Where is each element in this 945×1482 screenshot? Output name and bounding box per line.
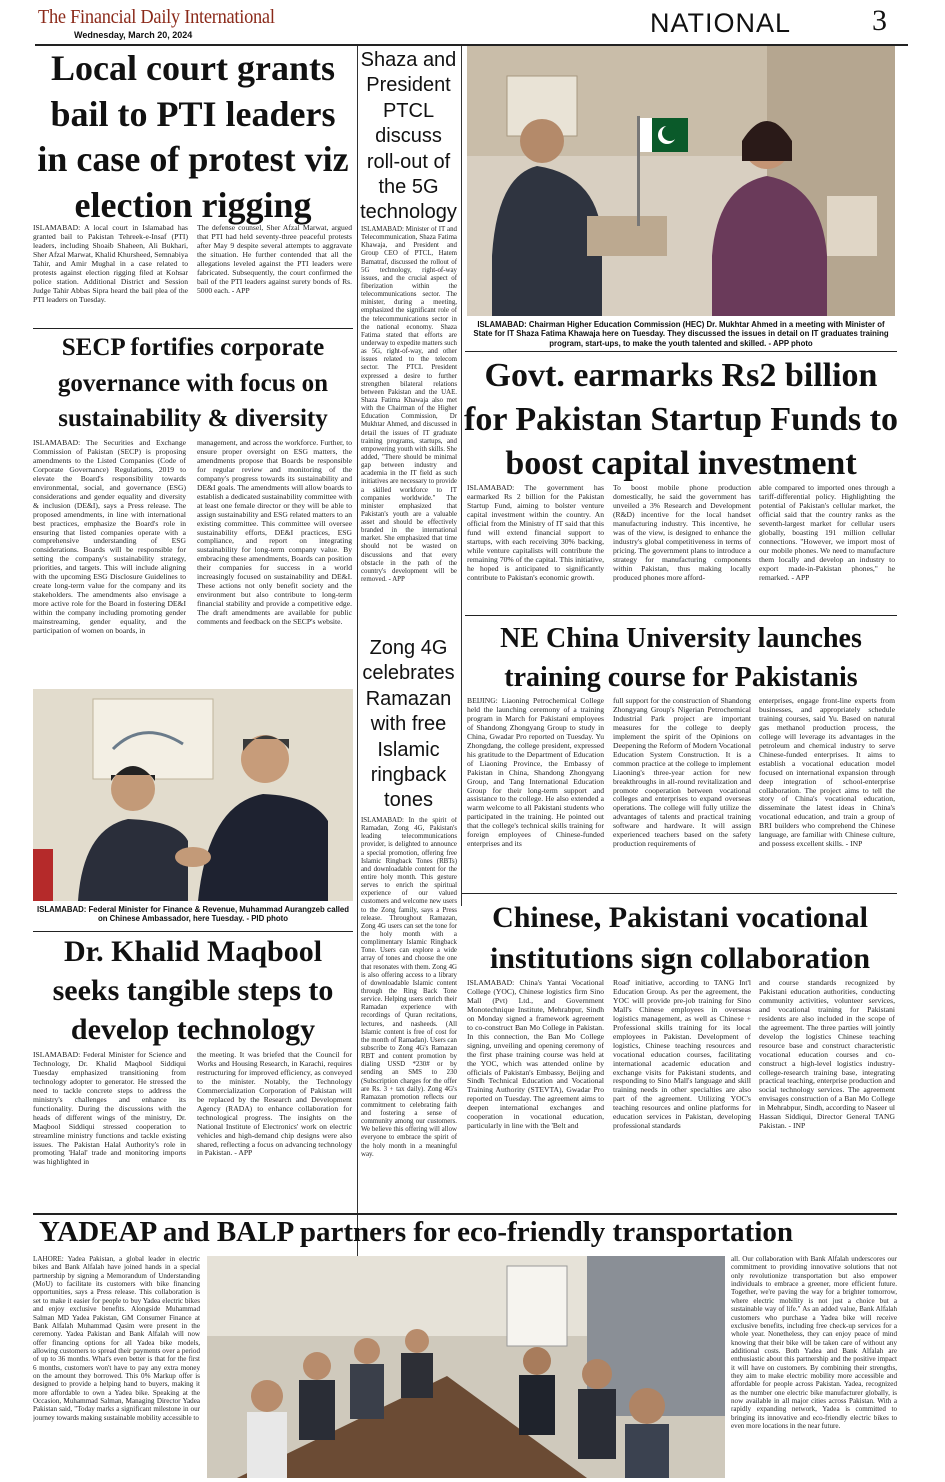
story-court-col2: The defense counsel, Sher Afzal Marwat, argued that PTI had held seventy-three peaceful protests after May 9 despite several attempts to aggravate the situation. He further contended that all the allegations leveled against the PTI leaders were fabricated. Subsequently, the court confirmed the bail of the PTI leaders against surety bonds of Rs. 5000 each. - APP bbox=[197, 224, 352, 295]
photo-yadeap-signing bbox=[207, 1256, 725, 1478]
headline-court-bail: Local court grants bail to PTI leaders in case of protest viz election rigging bbox=[37, 48, 349, 226]
story-startup-col1: ISLAMABAD: The government has earmarked Rs 2 billion for the Pakistan Startup Fund, aiming to bolster venture capital investment within the country. An official from the Ministry of IT said that this fund will extend financial support to startups, with each receiving 30% backing, while venture capitalists will contribute the remaining 70% of the capital. This initiative, he hoped is anticipated to significantly contribute to Pakistan's economic growth. bbox=[467, 484, 604, 582]
story-khalid-col1: ISLAMABAD: Federal Minister for Science and Technology, Dr. Khalid Maqbool Siddiqui Tuesday emphasized transitioning from technology adopter to generator. He stressed the need to tackle concrete steps to address the ministry's challenges and enhance its functionality. During the discussions with the heads of different wings of the ministry, Dr. Maqbool Siddiqui stressed cooperation to streamline ministry functions and tackle existing issues. The Pakistan Halal Authority's role in promoting 'Halal' trade and monitoring imports was highlighted in bbox=[33, 1051, 186, 1167]
newspaper-title: The Financial Daily International bbox=[38, 6, 275, 28]
story-startup-col3: able compared to imported ones through a tariff-differential policy. Highlighting the potential of Pakistan's cellular market, the official said that the country ranks as the seventh-largest market for cellular users globally, boasting 191 million cellular connections. "However, we import most of our mobile phones. We need to manufacture them locally and develop an industry to export made-in-Pakistan phones," he remarked. - APP bbox=[759, 484, 895, 582]
handshake-photo-illustration bbox=[33, 689, 353, 901]
signing-photo-illustration bbox=[207, 1256, 725, 1478]
story-zong-body: ISLAMABAD: In the spirit of Ramadan, Zong 4G, Pakistan's leading telecommunications provider, is delighted to announce a special promotion, offering free Islamic Ringback Tones (RBTs) and downloadable content for the entire holy month. This gesture serves to enrich the spiritual experience of our valued customers and welcome new users to the Zong family, says a Press release. Throughout Ramazan, Zong 4G users can set the tone for the holy month with a complimentary Islamic Ringback Tone. Users can explore a wide array of tones and choose the one that resonates with them. Zong 4G is also offering access to a library of downloadable Islamic content through the Ring Back Tone service. Helping users enrich their Ramadan experience with recordings of Quran recitations, lectures, and nasheeds. (All Islamic content is free of cost for the month of Ramadan). Users can subscribe to Zong 4G's Ramazan RBT and content promotion by dialing USSD *230# or by sending an SMS to 230 (Subscription charges for the offer are Rs. 3 + tax daily). Zong 4G's Ramazan promotion reflects our commitment to celebrating faith and fostering a sense of community among our customers. We believe this offering will allow everyone to embrace the spirit of the holy month in a meaningful way. bbox=[361, 817, 457, 1158]
story-ne-col3: enterprises, engage front-line experts from businesses, and appropriately schedule training courses, said Yu. Based on natural gas methanol production process, the college will leverage its advantages in the petroleum and chemical industry to serve Chinese-funded enterprises. It aims to establish a vocational education model focused on international expansion through deep integration of school-enterprise collaboration. The project aims to tell the story of China's vocational education, disseminate the latest ideas in China's vocational education, and train a group of BRI builders who comprehend the Chinese language, are familiar with Chinese culture, and possess excellent skills. - INP bbox=[759, 697, 895, 849]
headline-yadeap: YADEAP and BALP partners for eco-friendly transportation bbox=[39, 1216, 793, 1248]
photo-finance-caption: ISLAMABAD: Federal Minister for Finance & Revenue, Muhammad Aurangzeb called on Chinese Ambassador, here Tuesday. - PID photo bbox=[36, 905, 350, 924]
headline-startup-fund: Govt. earmarks Rs2 billion for Pakistan Startup Funds to boost capital investment bbox=[464, 357, 898, 483]
headline-ne-china: NE China University launches training course for Pakistanis bbox=[500, 623, 862, 694]
story-secp-col2: management, and across the workforce. Further, to ensure proper oversight on ESG matters, the amendments propose that Boards be responsible for regular review and monitoring of the company's progress towards its sustainability and DE&I goals. The amendments will allow boards to establish a dedicated sustainability committee with at least one female director or they will be able to assign sustainability and ESG related matters to an existing committee. This committee will oversee sustainability efforts, DE&I practices, ESG compliance, and report on integrating sustainability for long-term company value. By embracing these amendments, Boards can position their companies for success in a world increasingly focused on sustainability and DE&I. These actions not only benefit society and the environment but also contribute to long-term financial stability and provide a competitive edge. The draft amendments are available for public comments and feedback on the SECP's website. bbox=[197, 439, 352, 627]
story-voc-col2: Road' initiative, according to TANG Int'l Education Group. As per the agreement, the YOC will provide pre-job training for Sino Mall's Chinese employees in overseas logistics management, as well as Chinese + Professional skills training for its local employees in Pakistan. Development of logistics, Chinese teaching resources and vocational education courses, facilitating international academic education and exchange visits for Pakistani students, and responding to Sino Mall's language and skill training needs in other specialties are also part of the agreement. Utilizing YOC's teaching resources and online platforms for education services in Pakistan, developing professional standards bbox=[613, 979, 751, 1131]
page-number: 3 bbox=[872, 4, 887, 37]
story-voc-col1: ISLAMABAD: China's Yantai Vocational College (YOC), Chinese logistics firm Sino Mall (Pvt) Ltd., and Government Monotechnique Institute, Mehrabpur, Sindh on Monday signed a framework agreement to co-construct Ban Mo College in Pakistan. In this connection, the Ban Mo College signing, unveiling and opening ceremony of the first phase training course was held at the YOC, which was attended online by officials of Pakistan's Embassy, Beijing and Sindh Technical Education and Vocational Training Authority (STEVTA), Gwadar Pro reported on Tuesday. The agreement aims to deepen international exchanges and cooperation in vocational education, particularly in line with the 'Belt and bbox=[467, 979, 604, 1131]
headline-ptcl-5g: Shaza and President PTCL discuss roll-out of the 5G technology bbox=[360, 49, 457, 224]
meeting-photo-illustration bbox=[467, 46, 895, 316]
headline-khalid-maqbool: Dr. Khalid Maqbool seeks tangible steps to develop technology bbox=[52, 935, 334, 1046]
story-ne-col1: BEIJING: Liaoning Petrochemical College held the launching ceremony of a training program in March for Pakistani employees of Shandong Zhongyang Group to study in China, Gwadar Pro reported on Tuesday. Yu Zhongdang, the college president, expressed his gratitude to the Department of Education of Liaoning Province, the Embassy of Pakistan in China, Shandong Zhongyang Group, and Tang International Education Group for their long-term support and assistance to the college. He also extended a warm welcome to all Pakistani students who participated in the training. He pointed out that the college's technical skills training for foreign employees of Chinese-funded enterprises and its bbox=[467, 697, 604, 849]
section-label: NATIONAL bbox=[650, 8, 792, 38]
section-rule bbox=[465, 351, 897, 352]
story-voc-col3: and course standards recognized by Pakistani education authorities, conducting community activities, volunteer services, and vocational training for Pakistani residents are also included in the scope of the agreement. The three parties will jointly develop the logistics Chinese teaching resource base and construct characteristic vocational education courses and co-construct a high-level logistics industry-college-research training base, integrating practical teaching, enterprise production and social technology services. The agreement envisages construction of a Ban Mo College in Mehrabpur, Sindh, according to Naseer ul Hassan Siddiqui, Director General TANG Pakistan. - INP bbox=[759, 979, 895, 1131]
story-khalid-col2: the meeting. It was briefed that the Council for Works and Housing Research, in Karachi, requires restructuring for improved efficiency, as conveyed to the minister. Notably, the Technology Commercialization Corporation of Pakistan will be replaced by the Research and Development Agency (RADA) to enhance collaboration for technological progress. The insights on the National Institute of Electronics' work on electric vehicles and high-demand chip designs were also shared, reflecting a focus on advancing technology in Pakistan. - APP bbox=[197, 1051, 352, 1158]
section-rule bbox=[33, 1213, 897, 1215]
story-court-col1: ISLAMABAD: A local court in Islamabad has granted bail to Pakistan Tehreek-e-Insaf (PTI) leaders, including Shoaib Shaheen, Ali Bukhari, Sher Afzal Marwat, Khalid Khursheed, Semnabiya Tahir, and Amir Mughal in a case related to protests against election rigging filed at Kohsar police station. Additional District and Session Judge Tahir Abbas Sipra heard the bail plea of the PTI leaders on Tuesday. bbox=[33, 224, 188, 304]
story-ptcl-body: ISLAMABAD: Minister of IT and Telecommunication, Shaza Fatima Khawaja, and President and Group CEO of PTCL, Hatem Bamatraf, discussed the rollout of 5G technology, right-of-way issues, and the crucial aspect of fiberization within the telecommunications sector. The minister, during a meeting, emphasized the significant role of the telecommunications sector in the national economy. Shaza Fatima stated that efforts are underway to expedite matters such as 5G, right-of-way, and other issues related to the telecom sector. The PTCL President expressed a desire to further strengthen bilateral relations between Pakistan and the UAE. Shaza Fatima Khawaja also met with the Chairman of the Higher Education Commission, Dr Mukhtar Ahmed, and discussed in detail the issues of IT graduate training programs, startups, and empowering youth with skills. She added, "There should be minimal gap between industry and academia in the IT field as such initiatives are necessary to provide a skilled workforce to IT companies worldwide." The minister emphasized that Pakistan's youth are a valuable asset and should be effectively branded in the international market. She emphasized that time should not be wasted on discussions and that every obstacle in the path of the country's development will be removed. - APP bbox=[361, 226, 457, 584]
photo-finance-minister bbox=[33, 689, 353, 901]
section-rule bbox=[462, 893, 897, 894]
headline-secp: SECP fortifies corporate governance with focus on sustainability & diversity bbox=[57, 334, 329, 432]
headline-vocational: Chinese, Pakistani vocational institutions sign collaboration bbox=[489, 901, 871, 976]
column-divider bbox=[357, 46, 358, 1256]
story-ne-col2: full support for the construction of Shandong Zhongyang Group's Nigerian Petrochemical Industrial Park project are important measures for the college to deeply implement the spirit of the Opinions on Deepening the Reform of Modern Vocational Education System Construction. It is a common practice at the college to implement Liaoning's three-year action for new breakthroughs in all-round revitalization and promote cooperation between vocational colleges and enterprises to expand overseas operations. The college will fully utilize the advantages of talents and practical training software and hardware. It will assign experienced teachers based on the safety production requirements of bbox=[613, 697, 751, 849]
section-rule bbox=[465, 615, 897, 616]
masthead bbox=[0, 0, 945, 44]
story-startup-col2: To boost mobile phone production domestically, he said the government has unveiled a 3% Research and Development (R&D) incentive for the local handset manufacturing industry. This incentive, he was of the view, is designed to enhance the industry's global competitiveness in terms of pricing. The government plans to introduce a strategy for manufacturing components within Pakistan, thus making locally produced phones more afford- bbox=[613, 484, 751, 582]
story-secp-col1: ISLAMABAD: The Securities and Exchange Commission of Pakistan (SECP) is proposing amendments to the Listed Companies (Code of Corporate Governance) Regulations, 2019 to elevate the Board's responsibility towards environmental, social, and governance (ESG) considerations and gender equality and diversity & inclusion (DE&I), says a Press release. The proposed amendments, in line with international best practices, emphasize the Board's role in ensuring that listed companies operate with a comprehensive understanding of ESG considerations. Boards will be responsible for setting the company's sustainability strategy, priorities, and targets. This will include aligning with the upcoming ESG Disclosure Guidelines to create long-term value for the company and its stakeholders. The amendments also envisage a more active role for the Board in fostering DE&I within the company including promoting gender mainstreaming, gender equality, and the participation of women on boards, in bbox=[33, 439, 186, 636]
headline-zong: Zong 4G celebrates Ramazan with free Islamic ringback tones bbox=[362, 637, 455, 812]
photo-hec-caption: ISLAMABAD: Chairman Higher Education Commission (HEC) Dr. Mukhtar Ahmed in a meeting with Minister of State for IT Shaza Fatima Khawaja here on Tuesday. They discussed the issues in detail on IT graduates training program, start-ups, to make the youth talented and skilled. - APP photo bbox=[473, 320, 889, 348]
story-yadeap-col2: all. Our collaboration with Bank Alfalah underscores our commitment to providing innovative solutions that not only revolutionize transportation but also empower individuals to embrace a greener, more efficient future. Together, we're paving the way for a brighter tomorrow, where electric mobility is not just a choice but a sustainable way of life." As an added value, Bank Alfalah customers who purchase a Yadea bike will receive exclusive benefits, including free check-up services for a whole year. Nonetheless, they can enjoy peace of mind knowing that their bike will be taken care of without any additional costs. Both Yadea and Bank Alfalah are enthusiastic about this partnership and the positive impact it will have on customers. By combining their strengths, they aim to make electric mobility more accessible and affordable for people across Pakistan. Yadea, recognized as the number one electric bike manufacturer globally, is now available in all major cities across Pakistan. With a rapidly expanding network, Yadea is committed to bringing its innovative and eco-friendly electric bikes to even more locations in the near future. bbox=[731, 1255, 897, 1431]
section-rule bbox=[33, 328, 353, 329]
photo-hec-meeting bbox=[467, 46, 895, 316]
column-divider bbox=[461, 46, 462, 906]
story-yadeap-col1: LAHORE: Yadea Pakistan, a global leader in electric bikes and Bank Alfalah have joined hands in a special partnership by signing a Memorandum of Understanding (MoU) to facilitate its customers with bike financing opportunities, says a Press release. This collaboration is set to make it easier for people to buy Yadea electric bikes and enjoy exclusive benefits. Alongside Muhammad Salman MD Yadea Pakistan, GM Consumer Finance at Bank Alfalah Muhammad Qasim were present in the ceremony. Yadea Pakistan and Bank Alfalah will now offer financing options for all Yadea bike models, allowing customers to spread their payments over a period of up to 36 months. What's even better is that for the first 6 months, customers won't have to pay any extra money on the amount they borrowed. This 0% Markup offer is designed to provide a helping hand to buyers, making it more affordable to own a Yadea bike. Speaking at the Occasion, Muhammad Salman, Managing Director Yadea Pakistan said, "Today marks a significant milestone in our journey towards making sustainable mobility accessible to bbox=[33, 1255, 200, 1422]
issue-date: Wednesday, March 20, 2024 bbox=[74, 30, 193, 40]
